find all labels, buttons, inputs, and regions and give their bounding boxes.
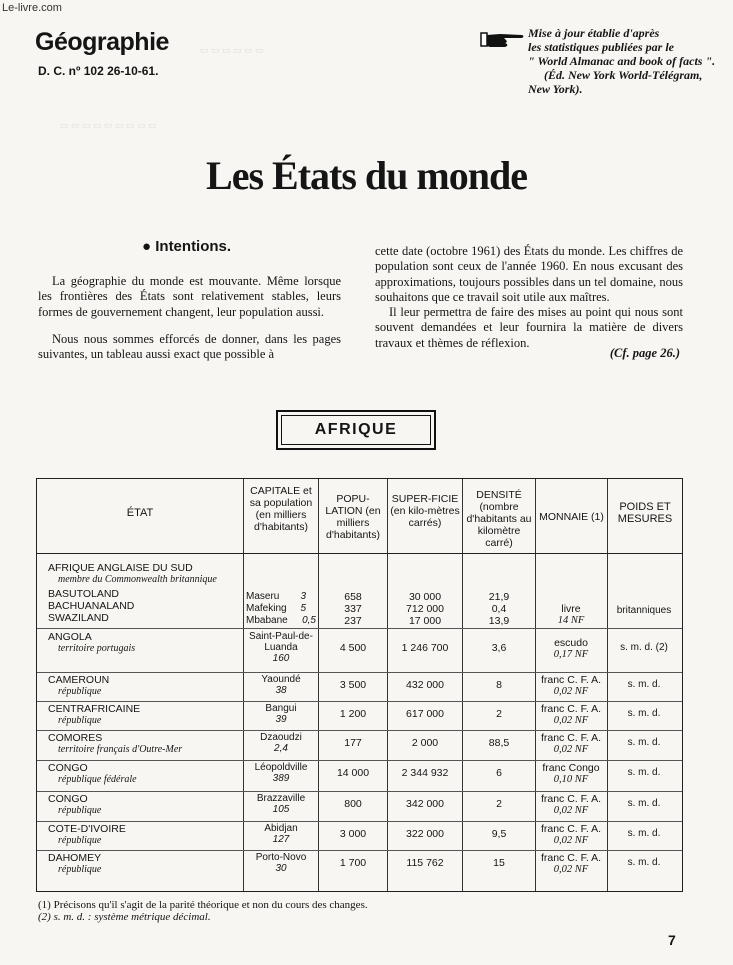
capital-name: Yaoundé 38 [245, 674, 317, 696]
state-name: BASUTOLAND [48, 588, 119, 600]
capital-population: 39 [275, 714, 287, 725]
densite-value: 88,5 [488, 737, 510, 749]
superficie-value: 2 344 932 [401, 767, 449, 779]
densite-value: 21,9 [488, 591, 510, 603]
capital-population: 0,5 [302, 615, 316, 626]
capital-name: Saint-Paul-de-Luanda 160 [245, 631, 317, 664]
state-status: république [58, 715, 102, 726]
monnaie-value: escudo 0,17 NF [536, 638, 606, 660]
state-name: CONGO république [48, 793, 102, 816]
monnaie-rate: 0,10 NF [553, 774, 589, 785]
population-value: 14 000 [336, 767, 370, 779]
capital-name: Maseru [246, 591, 280, 602]
intentions-heading: ● Intentions. [142, 238, 232, 255]
superficie-value: 17 000 [408, 615, 442, 627]
bleed-through: ▭ ▭ ▭ ▭ ▭ ▭ [200, 45, 264, 55]
header-capitale: CAPITALE et sa population (en milliers d'habitants) [249, 485, 313, 533]
state-name: ANGOLA territoire portugais [48, 631, 136, 654]
page-number: 7 [668, 932, 676, 948]
population-value: 3 500 [339, 679, 367, 691]
header-poids: POIDS ET MESURES [617, 501, 673, 525]
note-line: les statistiques publiées par le [528, 40, 675, 54]
population-value: 1 700 [339, 857, 367, 869]
footnotes [38, 899, 368, 923]
superficie-value: 1 246 700 [401, 642, 449, 654]
population-value: 4 500 [339, 642, 367, 654]
state-status: république fédérale [58, 774, 137, 785]
densite-value: 2 [496, 708, 502, 720]
intro-paragraph-4: Il leur permettra de faire des mises au point qui nous sont souvent demandées et leur fournira la matière de divers travaux et thèmes de réflexion. [375, 305, 683, 350]
monnaie-value: franc C. F. A. 0,02 NF [536, 675, 606, 697]
monnaie-value: franc C. F. A. 0,02 NF [536, 704, 606, 726]
state-status: république [58, 864, 102, 875]
region-box [276, 410, 436, 450]
note-line: (Éd. New York World-Télégram, [544, 68, 703, 82]
poids-value: s. m. d. [627, 708, 661, 719]
capital-population: 30 [275, 863, 287, 874]
monnaie-value: livre 14 NF [536, 604, 606, 626]
population-value: 177 [344, 737, 362, 749]
footnote: (2) s. m. d. : système métrique décimal. [38, 911, 211, 923]
monnaie-rate: 0,02 NF [553, 715, 589, 726]
monnaie-rate: 0,02 NF [553, 864, 589, 875]
state-name: BACHUANALAND [48, 600, 135, 612]
capital-population: 105 [272, 804, 290, 815]
capital-population: 389 [272, 773, 290, 784]
superficie-value: 30 000 [408, 591, 442, 603]
capital-name: Mbabane [246, 615, 288, 626]
poids-value: s. m. d. [627, 679, 661, 690]
update-note [528, 26, 716, 96]
superficie-value: 2 000 [411, 737, 439, 749]
densite-value: 13,9 [488, 615, 510, 627]
state-name: CAMEROUN république [48, 674, 110, 697]
state-name: SWAZILAND [48, 612, 109, 624]
monnaie-rate: 14 NF [557, 615, 585, 626]
document-reference: D. C. nº 102 26-10-61. [38, 64, 159, 78]
capital-population: 2,4 [274, 743, 288, 754]
state-status: territoire portugais [58, 643, 136, 654]
intro-paragraph-2: Nous nous sommes efforcés de donner, dans les pages suivantes, un tableau aussi exact que possible à [38, 332, 341, 362]
note-line: " World Almanac and book of facts ". [528, 54, 716, 68]
bleed-through: ▭ ▭ ▭ ▭ ▭ ▭ ▭ ▭ ▭ [60, 120, 157, 130]
header-population: POPU-LATION (en milliers d'habitants) [325, 493, 381, 541]
monnaie-rate: 0,02 NF [553, 686, 589, 697]
monnaie-value: franc C. F. A. 0,02 NF [536, 733, 606, 755]
monnaie-value: franc C. F. A. 0,02 NF [536, 853, 606, 875]
population-value: 1 200 [339, 708, 367, 720]
densite-value: 8 [496, 679, 502, 691]
capital-population: 38 [275, 685, 287, 696]
poids-value: s. m. d. [627, 798, 661, 809]
capital-population: 127 [272, 834, 290, 845]
intentions-heading-text: Intentions. [155, 238, 232, 255]
header-monnaie: MONNAIE (1) [539, 511, 604, 523]
population-value: 237 [344, 615, 362, 627]
poids-value: britanniques [616, 605, 672, 616]
monnaie-rate: 0,02 NF [553, 805, 589, 816]
monnaie-rate: 0,17 NF [553, 649, 589, 660]
densite-value: 15 [493, 857, 505, 869]
state-status: république [58, 805, 102, 816]
poids-value: s. m. d. [627, 828, 661, 839]
monnaie-value: franc Congo 0,10 NF [536, 763, 606, 785]
page-title: Les États du monde [206, 153, 527, 198]
poids-value: s. m. d. [627, 857, 661, 868]
state-status: territoire français d'Outre-Mer [58, 744, 183, 755]
header-superficie: SUPER-FICIE (en kilo-mètres carrés) [390, 493, 460, 529]
capital-name: Brazzaville 105 [245, 793, 317, 815]
region-label: AFRIQUE [281, 415, 431, 445]
header-etat: ÉTAT [126, 507, 154, 519]
state-name: COMORES territoire français d'Outre-Mer [48, 732, 183, 755]
capital-population: 5 [300, 603, 306, 614]
capital-population: 160 [272, 653, 290, 664]
state-status: république [58, 835, 102, 846]
header-densite: DENSITÉ (nombre d'habitants au kilomètre carré) [466, 489, 532, 549]
superficie-value: 342 000 [406, 798, 444, 810]
group-name: AFRIQUE ANGLAISE DU SUD membre du Commonwealth britannique [48, 562, 217, 585]
state-name: COTE-D'IVOIRE république [48, 823, 126, 846]
state-name: DAHOMEY république [48, 852, 102, 875]
capital-name: Porto-Novo 30 [245, 852, 317, 874]
densite-value: 2 [496, 798, 502, 810]
capital-name: Dzaoudzi 2,4 [245, 732, 317, 754]
note-line: New York). [528, 82, 583, 96]
poids-value: s. m. d. [627, 737, 661, 748]
population-value: 3 000 [339, 828, 367, 840]
watermark: Le-livre.com [2, 2, 62, 14]
state-name: CONGO république fédérale [48, 762, 137, 785]
note-line: Mise à jour établie d'après [528, 26, 660, 40]
superficie-value: 617 000 [406, 708, 444, 720]
capital-name: Abidjan 127 [245, 823, 317, 845]
capital-name: Bangui 39 [245, 703, 317, 725]
state-name: CENTRAFRICAINE république [48, 703, 141, 726]
intro-paragraph-3: cette date (octobre 1961) des États du monde. Les chiffres de population sont ceux de l'année 1960. En nous excusant des approximations, toujours possibles dans un tel domaine, nous souhaitons que ce travail soit utile aux maîtres. [375, 244, 683, 305]
pointing-hand-icon [480, 30, 526, 50]
cross-reference: (Cf. page 26.) [609, 346, 680, 360]
superficie-value: 432 000 [406, 679, 444, 691]
densite-value: 3,6 [491, 642, 507, 654]
section-title: Géographie [35, 28, 169, 56]
monnaie-value: franc C. F. A. 0,02 NF [536, 794, 606, 816]
densite-value: 0,4 [491, 603, 507, 615]
monnaie-rate: 0,02 NF [553, 744, 589, 755]
state-status: république [58, 686, 102, 697]
states-table [36, 478, 683, 892]
footnote: (1) Précisons qu'il s'agit de la parité théorique et non du cours des changes. [38, 899, 368, 911]
poids-value: s. m. d. (2) [620, 642, 668, 653]
superficie-value: 322 000 [406, 828, 444, 840]
densite-value: 6 [496, 767, 502, 779]
group-status: membre du Commonwealth britannique [58, 574, 217, 585]
population-value: 337 [344, 603, 362, 615]
densite-value: 9,5 [491, 828, 507, 840]
monnaie-rate: 0,02 NF [553, 835, 589, 846]
intro-paragraph-1: La géographie du monde est mouvante. Même lorsque les frontières des États sont relativement stables, leurs formes de gouvernement changent, leur population aussi. [38, 274, 341, 319]
capital-name: Mafeking [246, 603, 287, 614]
poids-value: s. m. d. [627, 767, 661, 778]
capital-population: 3 [300, 591, 306, 602]
superficie-value: 712 000 [406, 603, 444, 615]
population-value: 658 [344, 591, 362, 603]
capital-name: Léopoldville 389 [245, 762, 317, 784]
superficie-value: 115 762 [406, 857, 444, 869]
monnaie-value: franc C. F. A. 0,02 NF [536, 824, 606, 846]
population-value: 800 [344, 798, 362, 810]
